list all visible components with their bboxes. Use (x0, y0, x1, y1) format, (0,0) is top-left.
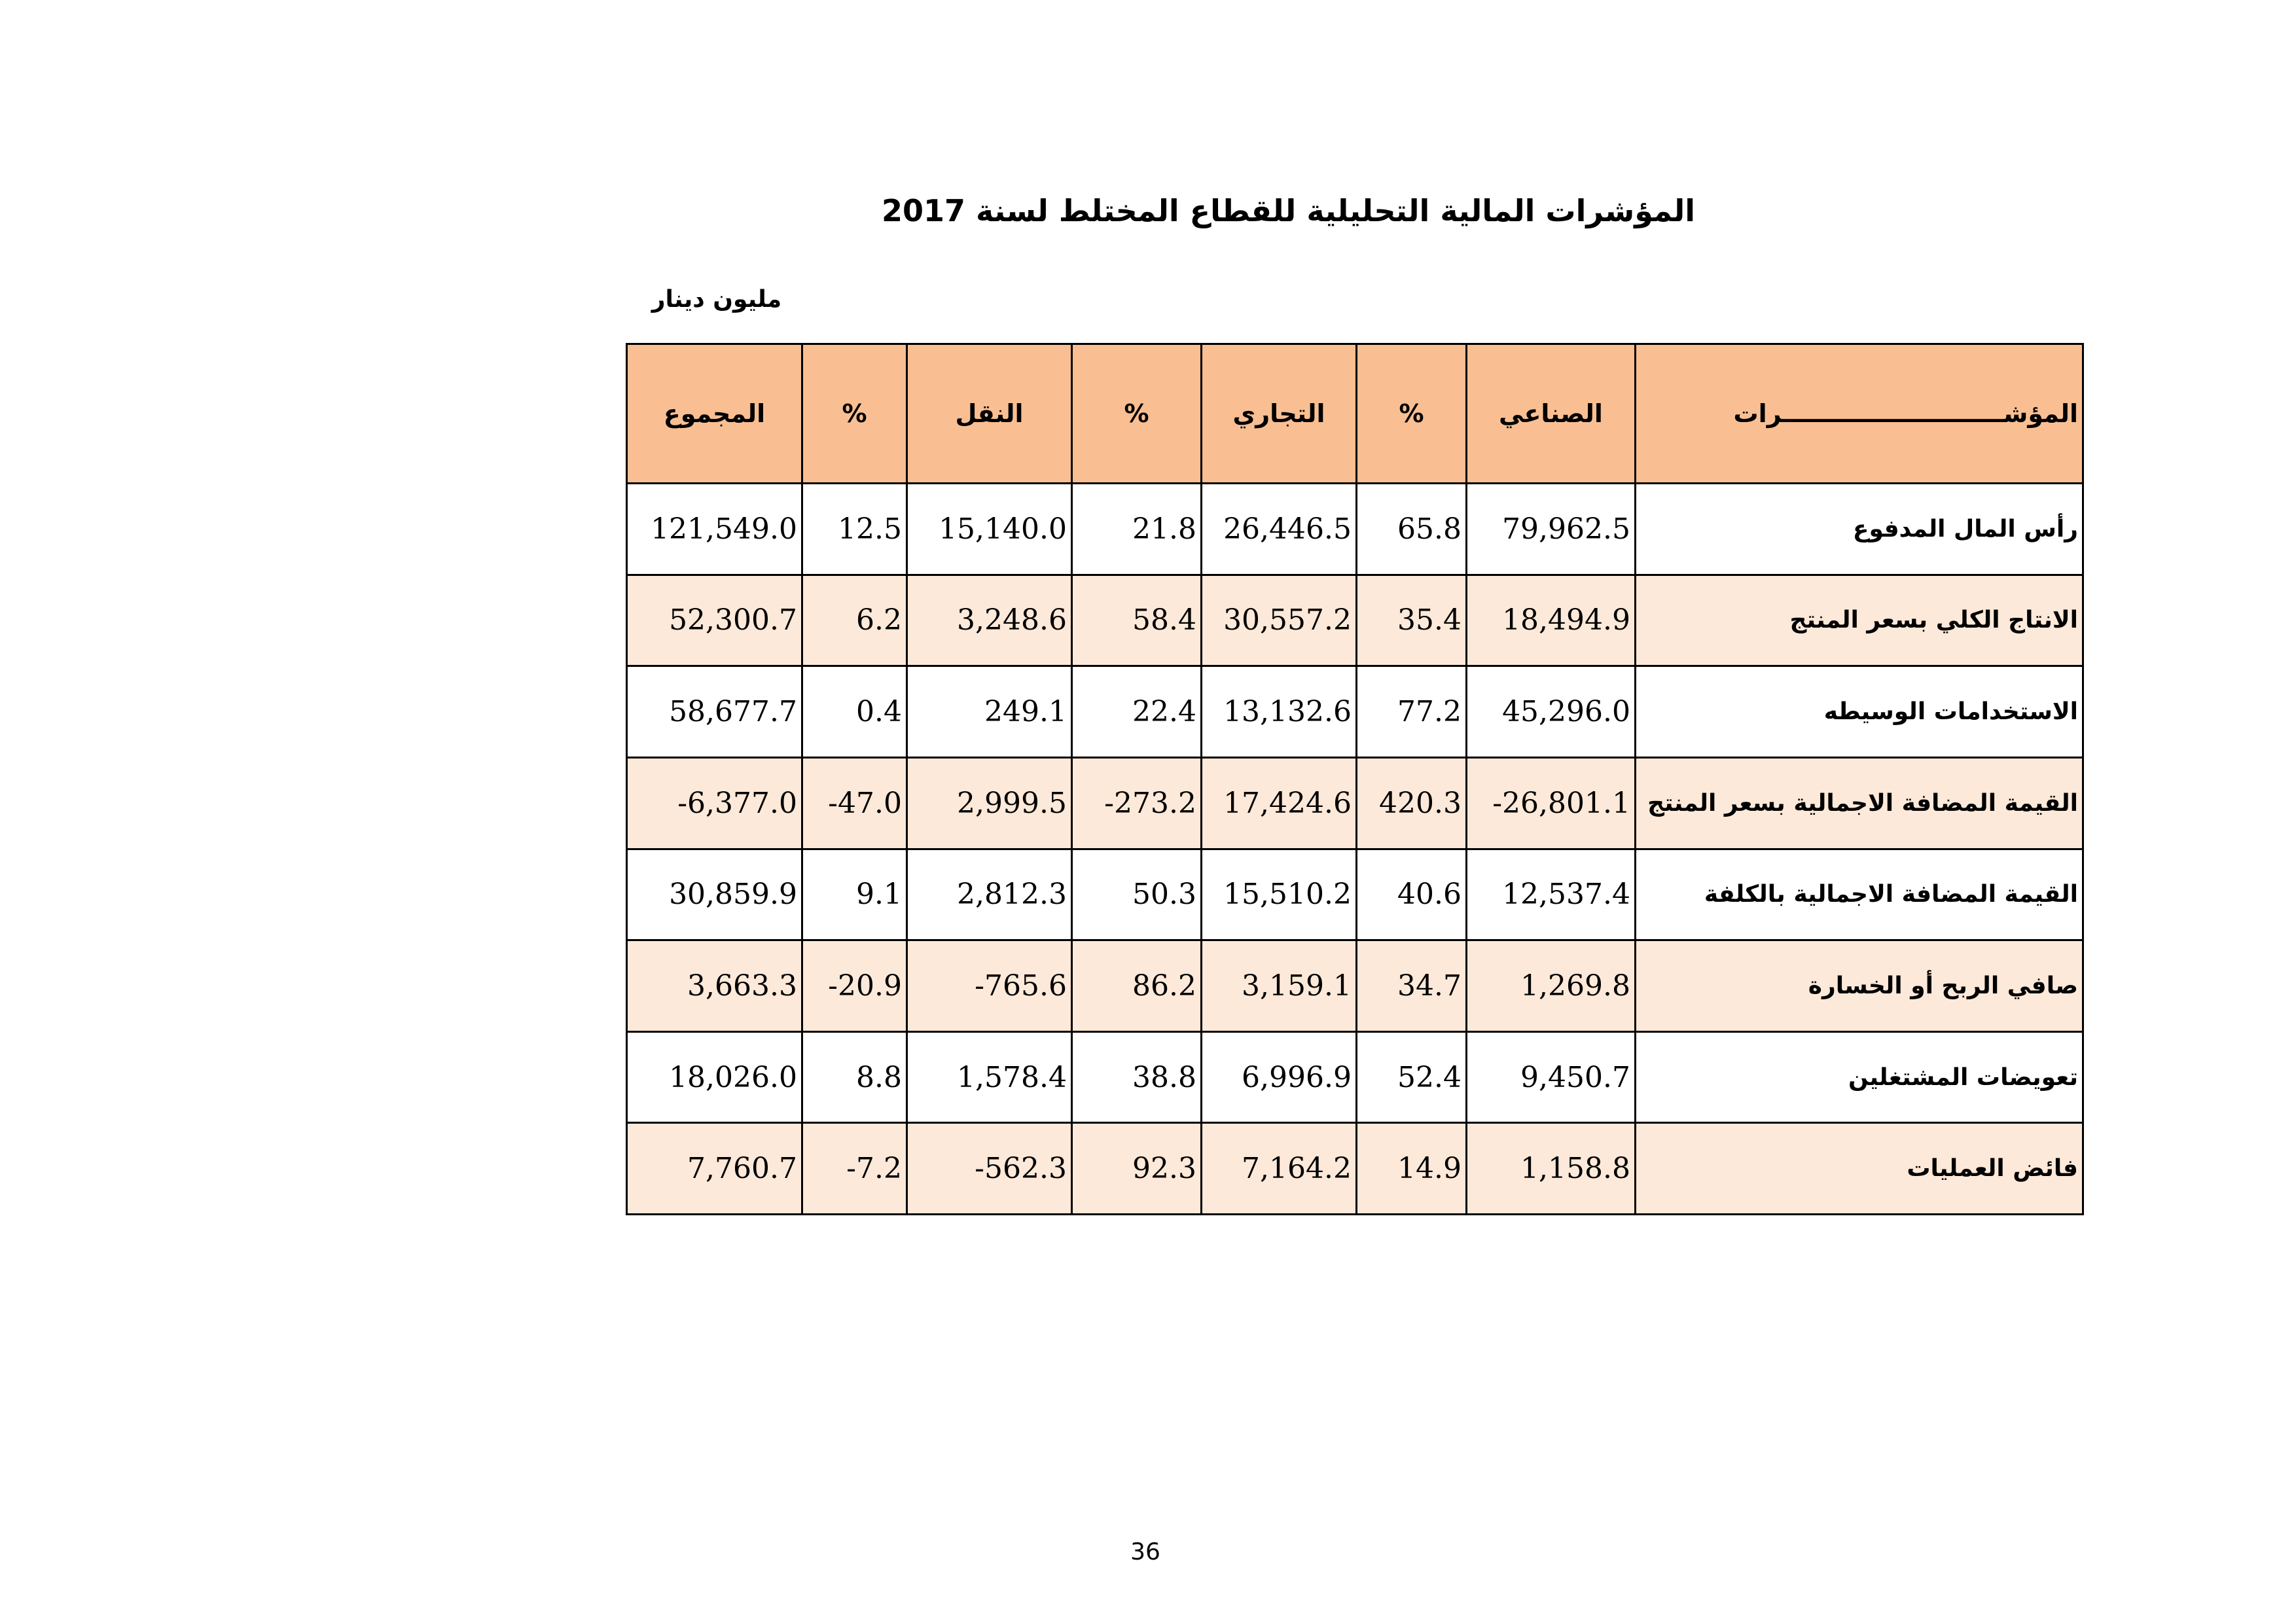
header-commercial: التجاري (1202, 344, 1357, 484)
cell-transport: 1,578.4 (907, 1031, 1072, 1123)
cell-transport: -562.3 (907, 1123, 1072, 1215)
cell-commercial-pct: 58.4 (1072, 575, 1202, 666)
cell-industrial-pct: 77.2 (1357, 666, 1467, 758)
table-row (627, 484, 2083, 575)
cell-indicator: القيمة المضافة الاجمالية بالكلفة (1636, 849, 2083, 940)
table-row (627, 666, 2083, 758)
cell-commercial: 7,164.2 (1202, 1123, 1357, 1215)
table-row (627, 757, 2083, 849)
cell-commercial-pct: 92.3 (1072, 1123, 1202, 1215)
cell-commercial-pct: 22.4 (1072, 666, 1202, 758)
cell-industrial-pct: 35.4 (1357, 575, 1467, 666)
cell-commercial: 17,424.6 (1202, 757, 1357, 849)
cell-industrial-pct: 420.3 (1357, 757, 1467, 849)
cell-indicator: القيمة المضافة الاجمالية بسعر المنتج (1636, 757, 2083, 849)
cell-industrial: 9,450.7 (1467, 1031, 1636, 1123)
unit-label: مليون دينار (651, 286, 782, 313)
cell-total: 3,663.3 (627, 940, 802, 1032)
cell-commercial: 6,996.9 (1202, 1031, 1357, 1123)
table-row (627, 940, 2083, 1032)
cell-commercial: 13,132.6 (1202, 666, 1357, 758)
cell-total: 121,549.0 (627, 484, 802, 575)
table-row (627, 1123, 2083, 1215)
cell-indicator: رأس المال المدفوع (1636, 484, 2083, 575)
cell-total: 58,677.7 (627, 666, 802, 758)
cell-transport-pct: 8.8 (802, 1031, 907, 1123)
page-title: المؤشرات المالية التحليلية للقطاع المختلط لسنة 2017 (881, 193, 1695, 228)
cell-industrial: 12,537.4 (1467, 849, 1636, 940)
cell-industrial: 1,269.8 (1467, 940, 1636, 1032)
header-industrial: الصناعي (1467, 344, 1636, 484)
cell-industrial: 18,494.9 (1467, 575, 1636, 666)
cell-commercial: 15,510.2 (1202, 849, 1357, 940)
cell-industrial: 1,158.8 (1467, 1123, 1636, 1215)
cell-transport-pct: -20.9 (802, 940, 907, 1032)
cell-transport-pct: -47.0 (802, 757, 907, 849)
cell-industrial-pct: 65.8 (1357, 484, 1467, 575)
header-transport-pct: % (802, 344, 907, 484)
cell-commercial: 26,446.5 (1202, 484, 1357, 575)
header-transport: النقل (907, 344, 1072, 484)
cell-total: 52,300.7 (627, 575, 802, 666)
cell-commercial-pct: 38.8 (1072, 1031, 1202, 1123)
table-row (627, 1031, 2083, 1123)
cell-commercial-pct: -273.2 (1072, 757, 1202, 849)
cell-indicator: الانتاج الكلي بسعر المنتج (1636, 575, 2083, 666)
cell-transport: 3,248.6 (907, 575, 1072, 666)
cell-transport-pct: 9.1 (802, 849, 907, 940)
cell-transport-pct: -7.2 (802, 1123, 907, 1215)
header-indicator: المؤشــــــــــــــــــــــــــرات (1636, 344, 2083, 484)
cell-transport: 2,999.5 (907, 757, 1072, 849)
cell-industrial-pct: 14.9 (1357, 1123, 1467, 1215)
cell-transport: 249.1 (907, 666, 1072, 758)
cell-industrial-pct: 40.6 (1357, 849, 1467, 940)
cell-indicator: تعويضات المشتغلين (1636, 1031, 2083, 1123)
cell-total: -6,377.0 (627, 757, 802, 849)
indicators-table (626, 343, 2084, 1215)
table-row (627, 849, 2083, 940)
cell-industrial: -26,801.1 (1467, 757, 1636, 849)
cell-industrial-pct: 52.4 (1357, 1031, 1467, 1123)
header-industrial-pct: % (1357, 344, 1467, 484)
cell-transport-pct: 6.2 (802, 575, 907, 666)
cell-industrial-pct: 34.7 (1357, 940, 1467, 1032)
header-total: المجموع (627, 344, 802, 484)
cell-commercial: 3,159.1 (1202, 940, 1357, 1032)
cell-indicator: الاستخدامات الوسيطه (1636, 666, 2083, 758)
cell-total: 7,760.7 (627, 1123, 802, 1215)
header-commercial-pct: % (1072, 344, 1202, 484)
cell-commercial-pct: 21.8 (1072, 484, 1202, 575)
cell-commercial: 30,557.2 (1202, 575, 1357, 666)
cell-industrial: 45,296.0 (1467, 666, 1636, 758)
cell-transport: -765.6 (907, 940, 1072, 1032)
cell-commercial-pct: 50.3 (1072, 849, 1202, 940)
cell-transport-pct: 0.4 (802, 666, 907, 758)
cell-total: 30,859.9 (627, 849, 802, 940)
cell-industrial: 79,962.5 (1467, 484, 1636, 575)
page-number: 36 (1130, 1539, 1160, 1565)
cell-transport: 2,812.3 (907, 849, 1072, 940)
cell-indicator: فائض العمليات (1636, 1123, 2083, 1215)
cell-total: 18,026.0 (627, 1031, 802, 1123)
table-row (627, 575, 2083, 666)
table-header-row (627, 344, 2083, 484)
cell-indicator: صافي الربح أو الخسارة (1636, 940, 2083, 1032)
cell-transport-pct: 12.5 (802, 484, 907, 575)
cell-transport: 15,140.0 (907, 484, 1072, 575)
cell-commercial-pct: 86.2 (1072, 940, 1202, 1032)
